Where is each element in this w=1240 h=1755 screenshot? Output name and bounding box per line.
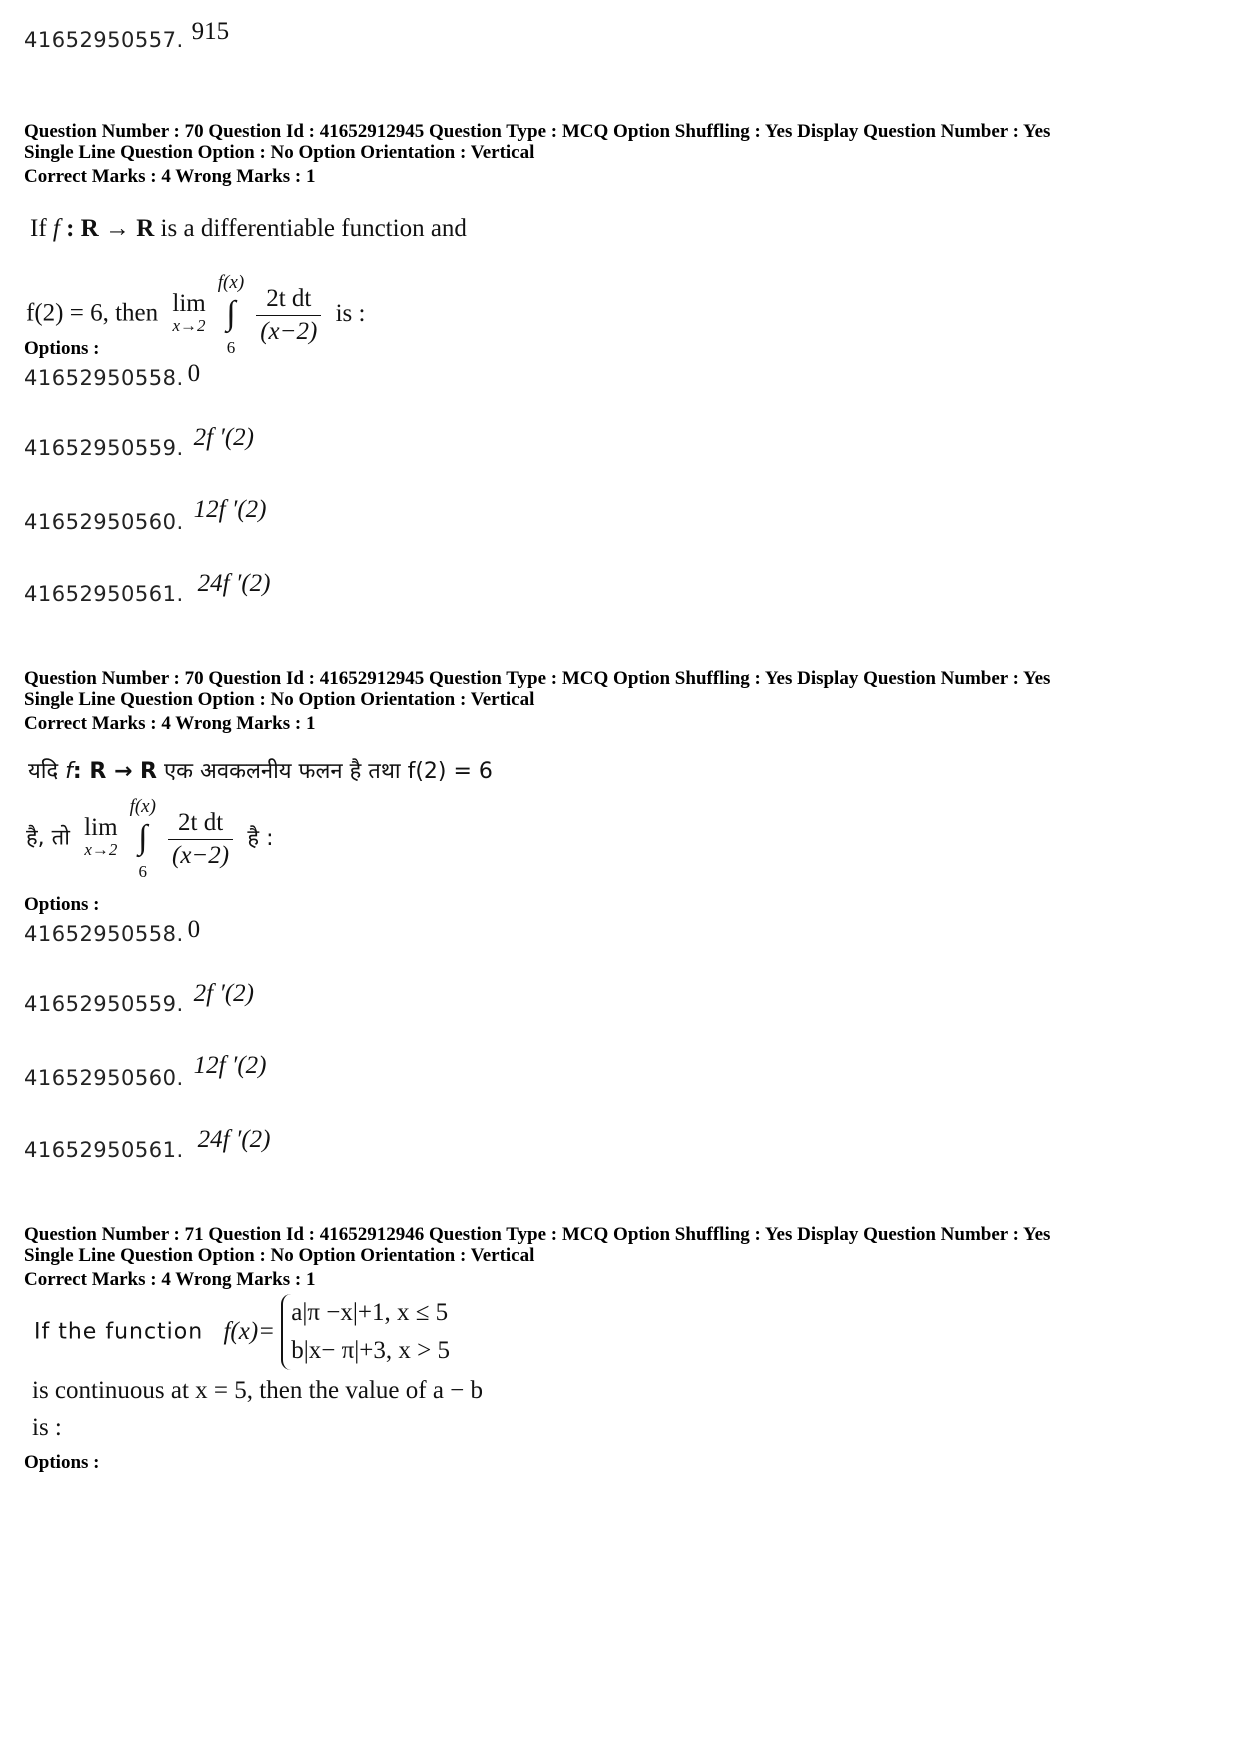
question-meta-line2: Single Line Question Option : No Option Orientation : Vertical (24, 689, 535, 710)
option-item (24, 424, 254, 462)
question-text-line1 (28, 755, 493, 785)
option-id: 41652950557. (24, 28, 184, 52)
option-item (24, 18, 230, 54)
q-prefix: If the function (34, 1319, 204, 1345)
question-text-line2: is continuous at x = 5, then the value of a − b (32, 1377, 484, 1404)
option-value: 12f ′(2) (193, 496, 267, 523)
formula-suffix: है : (247, 825, 274, 851)
option-id: 41652950559. (24, 436, 184, 460)
integral-upper-limit: f(x) (129, 796, 156, 817)
option-value: 24f ′(2) (197, 1126, 271, 1153)
integral-lower-limit: 6 (138, 862, 148, 881)
lim-text: lim (84, 814, 118, 841)
option-id: 41652950558. (24, 366, 184, 390)
option-value: 12f ′(2) (193, 1052, 267, 1079)
option-item (24, 570, 271, 608)
option-item (24, 1052, 267, 1092)
marks-info: Correct Marks : 4 Wrong Marks : 1 (24, 713, 316, 734)
options-label: Options : (24, 1452, 100, 1473)
option-value: 2f ′(2) (193, 980, 254, 1007)
question-meta-line2: Single Line Question Option : No Option Orientation : Vertical (24, 1245, 535, 1266)
formula-prefix: है, तो (26, 825, 70, 851)
option-item (24, 496, 267, 536)
option-item (24, 980, 254, 1018)
question-formula (26, 796, 273, 882)
question-meta (24, 668, 1050, 710)
question-meta-line2: Single Line Question Option : No Option Orientation : Vertical (24, 142, 535, 163)
lim-subscript: x→2 (172, 316, 206, 335)
option-item (24, 1126, 271, 1164)
integral-lower-limit: 6 (226, 338, 236, 357)
limit-operator (172, 290, 206, 337)
piecewise-cases (281, 1294, 450, 1370)
q-suffix: is a differentiable function and (154, 215, 467, 242)
option-value: 0 (187, 360, 201, 387)
question-meta-line1: Question Number : 70 Question Id : 41652912945 Question Type : MCQ Option Shuffling : Yes Display Question Number : Yes (24, 121, 1051, 142)
option-id: 41652950560. (24, 510, 184, 534)
option-id: 41652950559. (24, 992, 184, 1016)
option-value: 915 (191, 18, 230, 45)
integral-sign (124, 796, 162, 882)
option-id: 41652950558. (24, 922, 184, 946)
fraction-numerator: 2t dt (168, 809, 233, 840)
q-mapping: : R → R (59, 215, 155, 242)
integral-upper-limit: f(x) (217, 272, 245, 293)
marks-info: Correct Marks : 4 Wrong Marks : 1 (24, 1269, 316, 1290)
question-meta-line1: Question Number : 71 Question Id : 41652912946 Question Type : MCQ Option Shuffling : Yes Display Question Number : Yes (24, 1224, 1051, 1245)
q-function-symbol: f (52, 215, 60, 242)
question-meta-line1: Question Number : 70 Question Id : 41652912945 Question Type : MCQ Option Shuffling : Yes Display Question Number : Yes (24, 668, 1051, 689)
q-prefix: If (30, 215, 47, 242)
formula-suffix: is : (335, 299, 366, 327)
question-meta (24, 121, 1050, 163)
options-label: Options : (24, 894, 100, 915)
fraction-denominator: (x−2) (260, 317, 318, 345)
formula-prefix: f(2) = 6, then (26, 299, 159, 327)
fraction-numerator: 2t dt (256, 285, 321, 316)
lim-text: lim (172, 290, 206, 317)
option-item (24, 360, 201, 392)
question-text-line3: is : (32, 1414, 62, 1441)
option-item (24, 916, 201, 948)
options-label: Options : (24, 338, 100, 359)
question-text-line1 (30, 215, 467, 243)
option-id: 41652950561. (24, 582, 184, 606)
option-value: 24f ′(2) (197, 570, 271, 597)
integral-symbol: ∫ (138, 819, 148, 856)
integral-sign (212, 272, 250, 358)
integrand-fraction (256, 285, 321, 346)
option-value: 2f ′(2) (193, 424, 254, 451)
limit-operator (84, 814, 118, 861)
integrand-fraction (168, 809, 233, 870)
option-id: 41652950561. (24, 1138, 184, 1162)
q-prefix: यदि (28, 759, 59, 784)
fraction-denominator: (x−2) (172, 841, 230, 869)
case-1: a|π −x|+1, x ≤ 5 (291, 1299, 449, 1326)
marks-info: Correct Marks : 4 Wrong Marks : 1 (24, 166, 316, 187)
case-2: b|x− π|+3, x > 5 (291, 1337, 450, 1364)
question-piecewise (34, 1294, 450, 1370)
q-function-lhs: f(x)= (223, 1318, 276, 1345)
question-meta (24, 1224, 1050, 1266)
option-id: 41652950560. (24, 1066, 184, 1090)
q-suffix: एक अवकलनीय फलन है तथा f(2) = 6 (156, 759, 493, 784)
integral-symbol: ∫ (226, 295, 236, 332)
q-function-symbol: f (65, 759, 73, 784)
q-mapping: : R → R (72, 759, 157, 784)
lim-subscript: x→2 (84, 840, 118, 859)
option-value: 0 (187, 916, 201, 943)
